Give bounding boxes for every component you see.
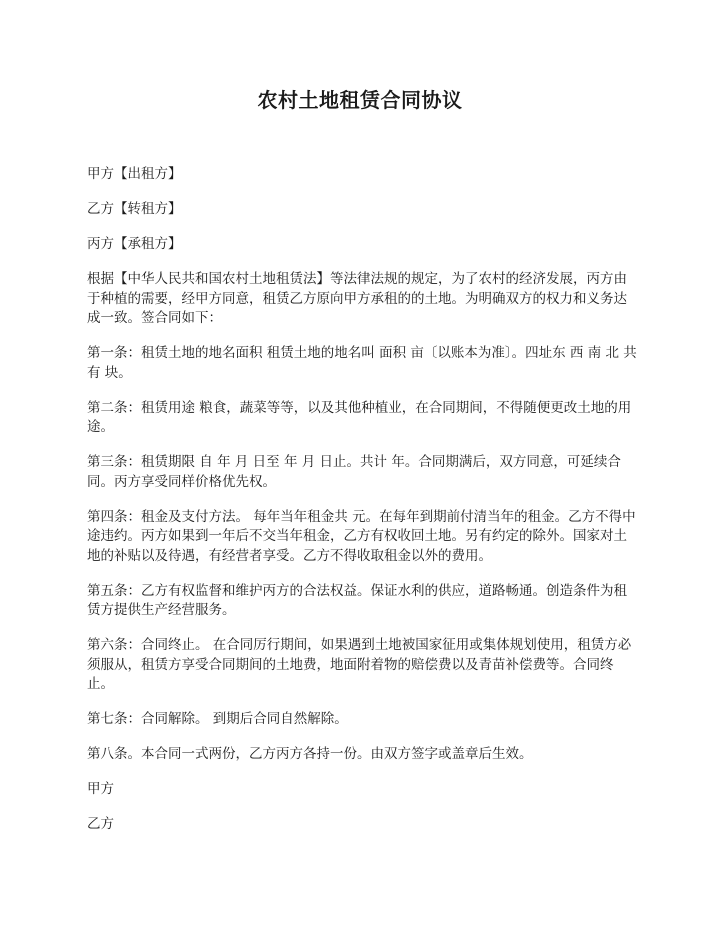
signature-party-b: 乙方 [87,816,114,832]
clause-1: 第一条：租赁土地的地名面积 租赁土地的地名叫 面积 亩〔以账本为准〕。四址东 西 南 北 共有 块。 [87,345,637,381]
clause-4: 第四条：租金及支付方法。 每年当年租金共 元。在每年到期前付清当年的租金。乙方不得中途违约。丙方如果到一年后不交当年租金，乙方有权收回土地。另有约定的除外。国家对土地的补贴以及待遇，有经营者享受。乙方不得收取租金以外的费用。 [87,508,636,564]
clause-3: 第三条：租赁期限 自 年 月 日至 年 月 日止。共计 年。合同期满后，双方同意，可延续合同。丙方享受同样价格优先权。 [87,454,621,490]
party-b-line: 乙方【转租方】 [87,201,182,217]
clause-8: 第八条。本合同一式两份，乙方丙方各持一份。由双方签字或盖章后生效。 [87,746,533,762]
document-body [87,165,639,850]
clause-6: 第六条：合同终止。 在合同厉行期间，如果遇到土地被国家征用或集体规划使用，租赁方必须服从，租赁方享受合同期间的土地费，地面附着物的赔偿费以及青苗补偿费等。合同终止。 [87,637,632,692]
clause-2: 第二条：租赁用途 粮食，蔬菜等等，以及其他种植业，在合同期间，不得随便更改土地的用途。 [87,399,632,435]
clause-7: 第七条：合同解除。 到期后合同自然解除。 [87,711,348,727]
party-c-line: 丙方【承租方】 [87,236,182,252]
party-a-line: 甲方【出租方】 [87,166,182,182]
preamble-paragraph: 根据【中华人民共和国农村土地租赁法】等法律法规的规定，为了农村的经济发展，丙方由于种植的需要，经甲方同意，租赁乙方原向甲方承租的的土地。为明确双方的权力和义务达成一致。签合同如下： [87,271,627,326]
clause-5: 第五条：乙方有权监督和维护丙方的合法权益。保证水利的供应，道路畅通。创造条件为租赁方提供生产经营服务。 [87,582,627,618]
signature-party-a: 甲方 [87,781,114,797]
document-title: 农村土地租赁合同协议 [257,88,463,112]
